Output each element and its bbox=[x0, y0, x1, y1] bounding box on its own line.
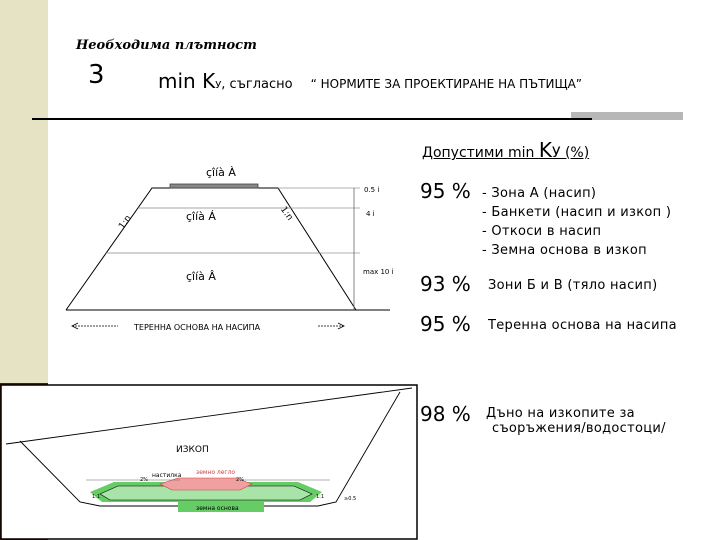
row-3-description: Теренна основа на насипа bbox=[488, 318, 677, 333]
dim-top-label: 0.5 i bbox=[364, 186, 380, 194]
base-label: ТЕРЕННА ОСНОВА НА НАСИПА bbox=[134, 323, 261, 332]
row-2-description: Зони Б и В (тяло насип) bbox=[488, 278, 658, 293]
dim-mid-label: 4 i bbox=[366, 210, 375, 218]
slope-left-label: 1:n bbox=[117, 213, 134, 232]
page-title: Необходима плътност bbox=[76, 38, 257, 53]
row-4-description bbox=[486, 406, 666, 436]
page-subtitle bbox=[158, 69, 582, 93]
subtitle-min: min K bbox=[158, 69, 216, 93]
table-heading bbox=[422, 138, 589, 162]
lane-label: настилка bbox=[152, 472, 182, 479]
slope-label-left: 1:1 bbox=[92, 494, 101, 500]
table-heading-prefix: Допустими min bbox=[422, 145, 539, 161]
header-rule bbox=[32, 118, 592, 120]
zone-a-label: çîíà À bbox=[206, 166, 236, 179]
subtitle-rest: , съгласно bbox=[221, 77, 293, 92]
row-3-percent: 95 % bbox=[420, 312, 471, 336]
slide-number: 3 bbox=[88, 60, 105, 90]
grade-left-label: 2% bbox=[140, 477, 148, 483]
pavement-cap bbox=[170, 184, 258, 188]
table-heading-k: K bbox=[538, 138, 552, 162]
subtitle-sub: У bbox=[215, 80, 222, 91]
row-1-line: - Зона А (насип) bbox=[482, 186, 597, 201]
embankment-outline bbox=[66, 188, 356, 310]
cut-diagram bbox=[0, 384, 420, 540]
row-1-line: - Откоси в насип bbox=[482, 224, 602, 239]
row-1-percent: 95 % bbox=[420, 179, 471, 203]
topsoil-label: земно легло bbox=[196, 469, 236, 476]
row-1-description bbox=[482, 184, 671, 260]
dim-bottom-label: max 10 i bbox=[363, 268, 394, 276]
cut-label: ИЗКОП bbox=[176, 445, 209, 455]
embankment-diagram bbox=[60, 150, 400, 340]
slope-right-label: 1:n bbox=[277, 205, 295, 223]
subtitle-norm: “ НОРМИТЕ ЗА ПРОЕКТИРАНЕ НА ПЪТИЩА” bbox=[310, 77, 582, 91]
zone-c-label: çîíà Â bbox=[186, 270, 216, 283]
slope-label-right: 1:1 bbox=[316, 494, 325, 500]
table-heading-suffix: У (%) bbox=[551, 145, 590, 161]
zone-b-label: çîíà Á bbox=[186, 210, 216, 223]
dimension-label: ≥0.5 bbox=[344, 496, 357, 502]
row-4-line: Дъно на изкопите за bbox=[486, 406, 635, 421]
row-1-line: - Земна основа в изкоп bbox=[482, 243, 647, 258]
base-label: земна основа bbox=[196, 505, 239, 512]
row-4-percent: 98 % bbox=[420, 402, 471, 426]
grade-right-label: 2% bbox=[236, 477, 244, 483]
row-2-percent: 93 % bbox=[420, 272, 471, 296]
row-1-line: - Банкети (насип и изкоп ) bbox=[482, 205, 672, 220]
row-4-line: съоръжения/водостоци/ bbox=[492, 421, 666, 436]
